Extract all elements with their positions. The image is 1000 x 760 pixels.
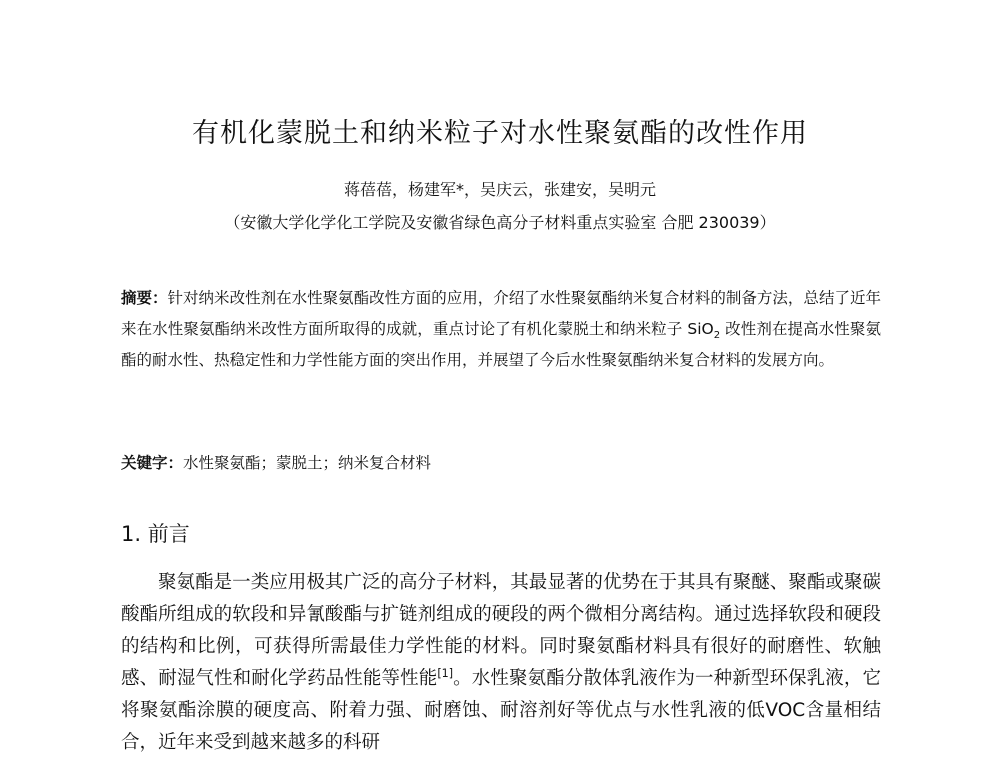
author-list: 蒋蓓蓓，杨建军*，吴庆云，张建安，吴明元 [343,180,656,199]
abstract-block [121,283,881,376]
citation-marker: [1] [437,666,454,680]
affiliation: （安徽大学化学化工学院及安徽省绿色高分子材料重点实验室 合肥 230039） [224,213,776,232]
abstract-text-1: 针对纳米改性剂在水性聚氨酯改性方面的应用，介绍了水性聚氨酯纳米复合材料的制备方法，总结了近年来在水性聚氨酯纳米改性方面所取得的成就，重点讨论了有机化蒙脱土和纳米粒子 [121,289,881,338]
formula-main: SiO [687,320,714,338]
keywords-block [121,450,881,476]
body-text-part2: 。水性聚氨酯分散体乳液作为一种新型环保乳液，它将聚氨酯涂膜的硬度高、附着力强、耐磨蚀、耐溶剂好等优点与水性乳液的低VOC含量相结合，近年来受到越来越多的科研 [121,668,881,753]
keywords-text: 水性聚氨酯；蒙脱土；纳米复合材料 [183,454,432,472]
body-paragraph [121,567,881,759]
formula-subscript: 2 [713,330,721,342]
abstract-label: 摘要： [121,289,168,307]
abstract-text-2: 改性剂在提高水性聚氨酯的耐水性、热稳定性和力学性能方面的突出作用，并展望了今后水性聚氨酯纳米复合材料的发展方向。 [121,320,881,369]
body-text-part1: 聚氨酯是一类应用极其广泛的高分子材料，其最显著的优势在于其具有聚醚、聚酯或聚碳酸酯所组成的软段和异氰酸酯与扩链剂组成的硬段的两个微相分离结构。通过选择软段和硬段的结构和比例，可获得所需最佳力学性能的材料。同时聚氨酯材料具有很好的耐磨性、软触感、耐湿气性和耐化学药品性能等性能 [121,572,881,689]
paper-title: 有机化蒙脱土和纳米粒子对水性聚氨酯的改性作用 [192,118,808,149]
formula-sio2 [687,320,721,342]
section-heading: 1. 前言 [121,522,190,546]
keywords-label: 关键字： [121,454,184,472]
